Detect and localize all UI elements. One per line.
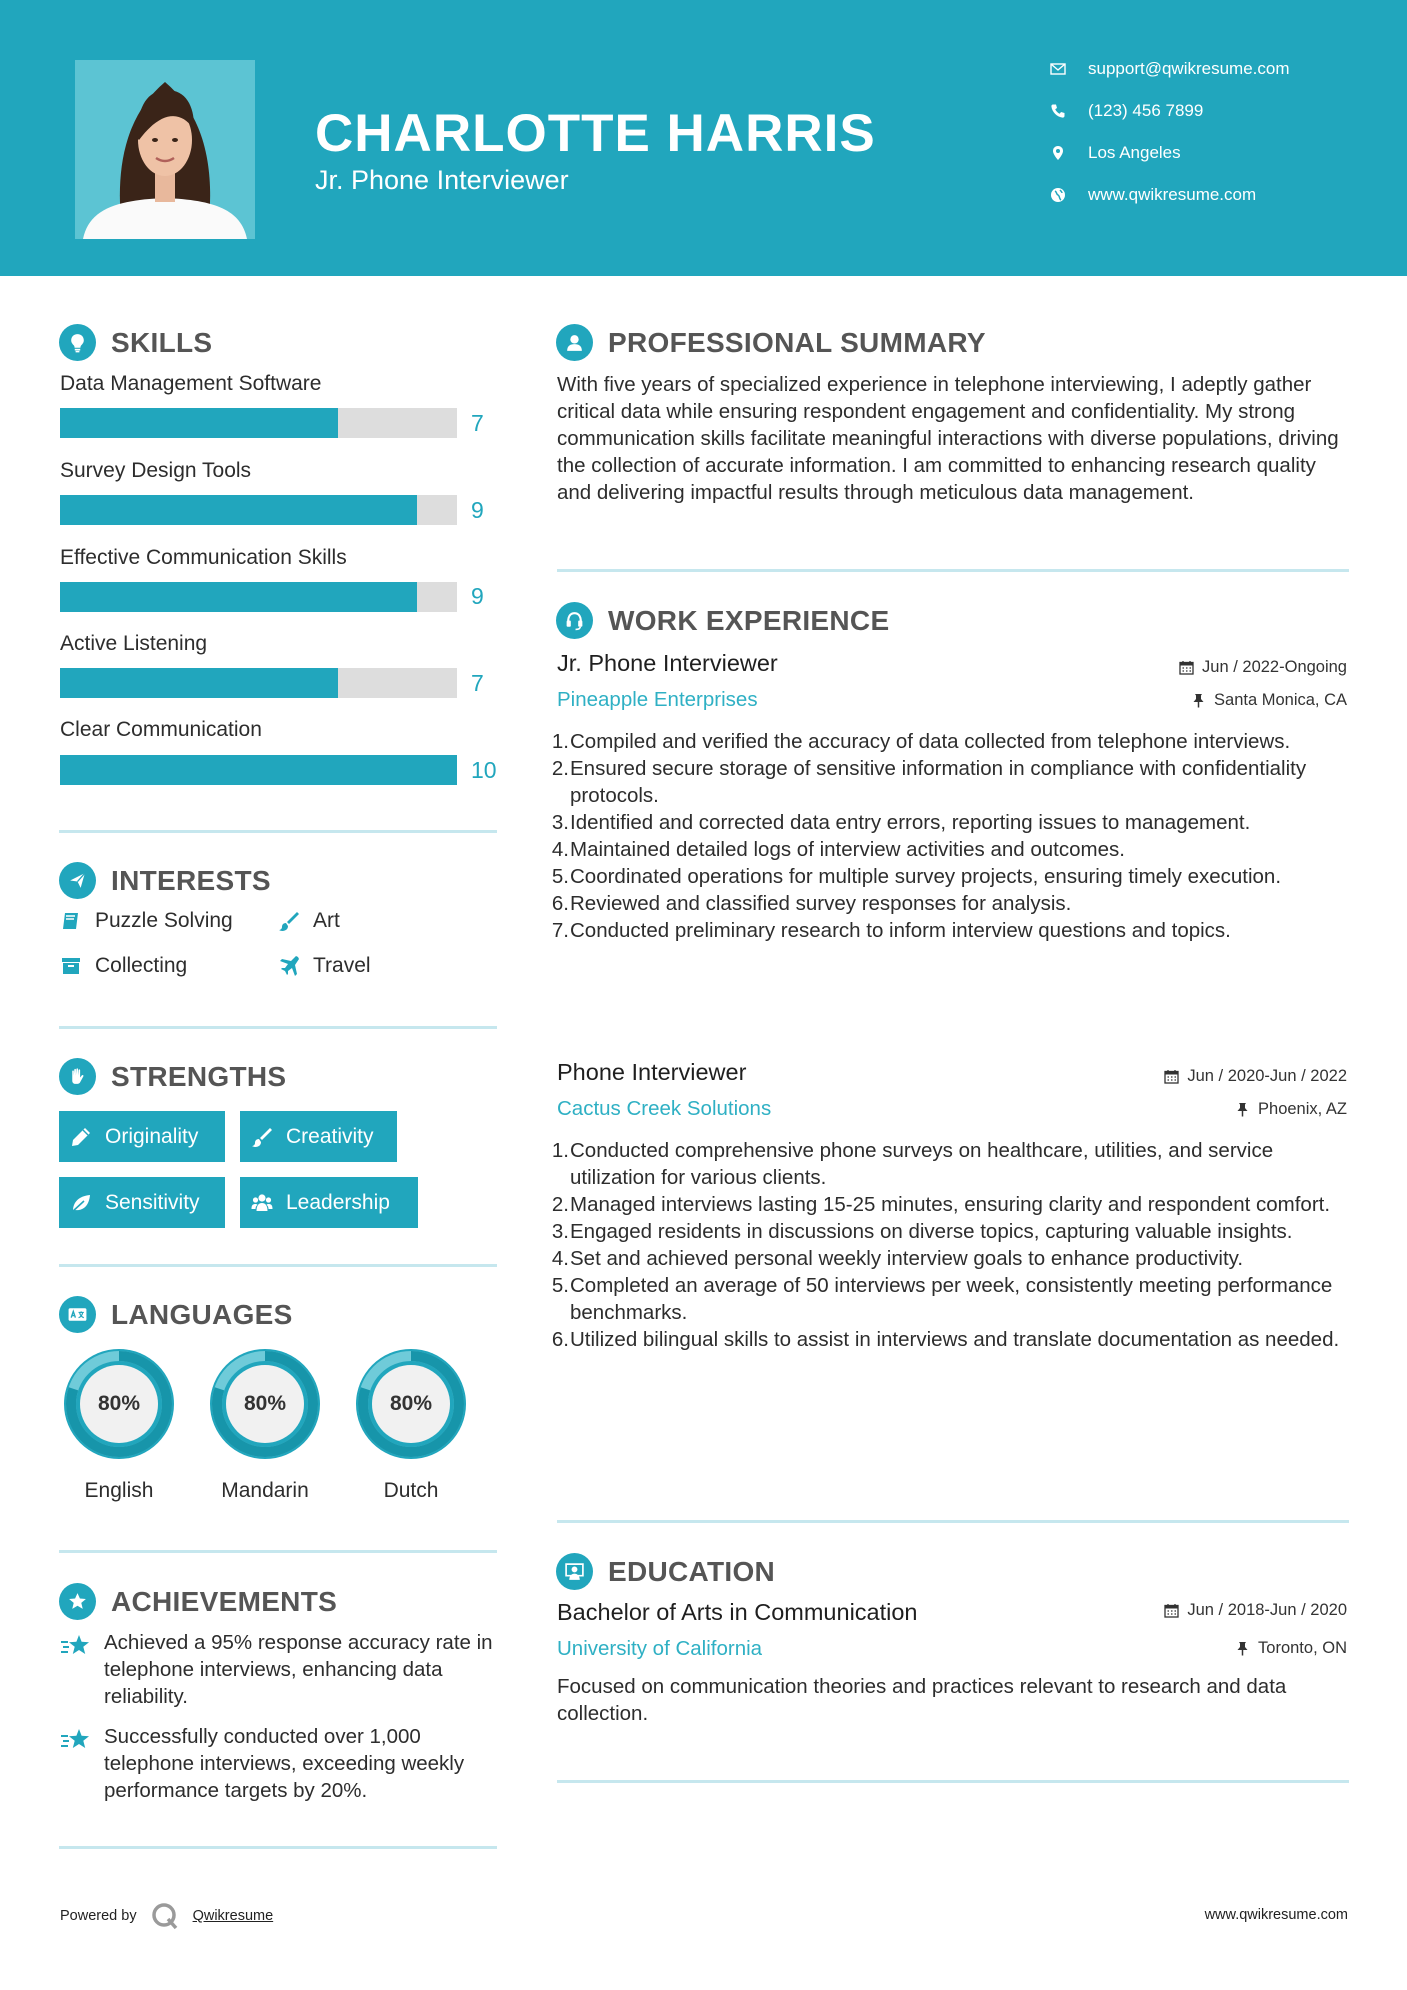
- skill-level: 7: [471, 410, 484, 436]
- company-name: Cactus Creek Solutions: [557, 1097, 772, 1120]
- contact-phone[interactable]: [1050, 96, 1390, 126]
- duty-item: 6. Reviewed and classified survey responses for analysis.: [557, 890, 1357, 917]
- skill-name: Clear Communication: [60, 718, 262, 741]
- skill-bar-fill: [60, 668, 338, 698]
- calendar-icon: [1164, 1603, 1179, 1618]
- candidate-name: CHARLOTTE HARRIS: [315, 104, 876, 163]
- section-divider: [59, 830, 497, 833]
- interest-item: [60, 954, 187, 978]
- job-duties: [551, 728, 1357, 944]
- duty-item: 5. Coordinated operations for multiple survey projects, ensuring timely execution.: [557, 863, 1357, 890]
- strengths-title: STRENGTHS: [111, 1060, 287, 1092]
- skill-bar-fill: [60, 408, 338, 438]
- languages-title: LANGUAGES: [111, 1298, 293, 1330]
- skill-level: 10: [471, 757, 497, 783]
- education-dates: [1164, 1601, 1347, 1620]
- job-dates: [1164, 1067, 1347, 1086]
- duty-text: Conducted preliminary research to inform interview questions and topics.: [570, 919, 1231, 942]
- interest-label: Travel: [313, 954, 371, 977]
- interest-label: Art: [313, 909, 340, 932]
- interest-item: [278, 909, 340, 933]
- paper-plane-icon: [59, 862, 96, 899]
- achievements-title: ACHIEVEMENTS: [111, 1585, 338, 1617]
- plane-icon: [278, 955, 300, 977]
- strength-chip: [240, 1177, 418, 1228]
- skill-bar: [60, 668, 457, 698]
- calendar-icon: [1164, 1069, 1179, 1084]
- duty-text: Maintained detailed logs of interview activities and outcomes.: [570, 838, 1125, 861]
- contact-email-text: support@qwikresume.com: [1088, 59, 1290, 78]
- education-description: Focused on communication theories and practices relevant to research and data collection.: [557, 1675, 1287, 1725]
- language-ring: [350, 1343, 472, 1465]
- duty-item: 3. Engaged residents in discussions on diverse topics, capturing valuable insights.: [557, 1218, 1357, 1245]
- contact-location-text: Los Angeles: [1088, 143, 1181, 162]
- strength-chip: [59, 1177, 225, 1228]
- section-divider: [59, 1846, 497, 1849]
- duty-item: 4. Set and achieved personal weekly interview goals to enhance productivity.: [557, 1245, 1357, 1272]
- achievements-heading: [59, 1583, 337, 1620]
- star-badge-icon: [59, 1583, 96, 1620]
- strength-chip: [240, 1111, 397, 1162]
- calendar-icon: [1179, 660, 1194, 675]
- job-location: [1191, 691, 1347, 710]
- job-title: Phone Interviewer: [557, 1059, 747, 1085]
- skill-name: Active Listening: [60, 632, 208, 655]
- section-divider: [59, 1550, 497, 1553]
- duty-text: Coordinated operations for multiple survey projects, ensuring timely execution.: [570, 865, 1282, 888]
- duty-item: 6. Utilized bilingual skills to assist in interviews and translate documentation as needed.: [557, 1326, 1357, 1353]
- language-icon: [59, 1296, 96, 1333]
- footer-website[interactable]: www.qwikresume.com: [1204, 1907, 1348, 1923]
- language-name: Dutch: [383, 1479, 439, 1502]
- archive-box-icon: [60, 955, 82, 977]
- experience-heading: [556, 602, 889, 639]
- duty-text: Completed an average of 50 interviews per week, consistently meeting performance benchmarks.: [570, 1274, 1333, 1324]
- language-name: English: [84, 1479, 154, 1502]
- language-name: Mandarin: [221, 1479, 309, 1502]
- duty-text: Ensured secure storage of sensitive information in compliance with confidentiality protocols.: [570, 757, 1307, 807]
- users-icon: [250, 1191, 274, 1215]
- language-percent: 80%: [389, 1392, 433, 1415]
- interests-heading: [59, 862, 271, 899]
- strengths-heading: [59, 1058, 286, 1095]
- skill-bar: [60, 582, 457, 612]
- user-icon: [556, 324, 593, 361]
- candidate-role: Jr. Phone Interviewer: [315, 165, 569, 195]
- pencil-icon: [69, 1125, 93, 1149]
- languages-heading: [59, 1296, 293, 1333]
- job-dates-text: Jun / 2020-Jun / 2022: [1187, 1067, 1347, 1085]
- duty-text: Conducted comprehensive phone surveys on healthcare, utilities, and service utilization for various clients.: [570, 1139, 1274, 1189]
- skill-bar-fill: [60, 495, 417, 525]
- skills-heading: [59, 324, 212, 361]
- qwikresume-link[interactable]: Qwikresume: [192, 1908, 274, 1924]
- degree-title: Bachelor of Arts in Communication: [557, 1599, 918, 1625]
- paint-brush-icon: [250, 1125, 274, 1149]
- paint-brush-icon: [278, 910, 300, 932]
- section-divider: [59, 1264, 497, 1267]
- phone-icon: [1050, 103, 1066, 119]
- duty-item: 2. Managed interviews lasting 15-25 minutes, ensuring clarity and respondent comfort.: [557, 1191, 1357, 1218]
- powered-by-text: Powered by: [60, 1908, 137, 1924]
- strength-label: Sensitivity: [105, 1190, 200, 1214]
- duty-text: Identified and corrected data entry errors, reporting issues to management.: [570, 811, 1251, 834]
- skill-name: Survey Design Tools: [60, 459, 252, 482]
- education-location-text: Toronto, ON: [1258, 1639, 1347, 1657]
- duty-text: Utilized bilingual skills to assist in interviews and translate documentation as needed.: [570, 1328, 1340, 1351]
- job-duties: [551, 1137, 1357, 1353]
- duty-text: Set and achieved personal weekly interview goals to enhance productivity.: [570, 1247, 1244, 1270]
- duty-item: 3. Identified and corrected data entry errors, reporting issues to management.: [557, 809, 1357, 836]
- duty-item: 1. Conducted comprehensive phone surveys on healthcare, utilities, and service utilization for various clients.: [557, 1137, 1357, 1191]
- star-icon: [60, 1633, 92, 1661]
- pushpin-icon: [1191, 693, 1206, 708]
- section-divider: [59, 1026, 497, 1029]
- education-dates-text: Jun / 2018-Jun / 2020: [1187, 1601, 1347, 1619]
- skill-bar-fill: [60, 582, 417, 612]
- star-icon: [60, 1727, 92, 1755]
- duty-text: Managed interviews lasting 15-25 minutes, ensuring clarity and respondent comfort.: [570, 1193, 1331, 1216]
- skill-bar: [60, 408, 457, 438]
- duty-item: 4. Maintained detailed logs of interview activities and outcomes.: [557, 836, 1357, 863]
- interest-label: Collecting: [95, 954, 188, 977]
- skill-bar-fill: [60, 755, 457, 785]
- interest-item: [278, 954, 371, 978]
- contact-email[interactable]: [1050, 54, 1390, 84]
- duty-item: 7. Conducted preliminary research to inform interview questions and topics.: [557, 917, 1357, 944]
- qwikresume-logo-icon: [151, 1902, 179, 1930]
- duty-text: Reviewed and classified survey responses for analysis.: [570, 892, 1072, 915]
- strength-label: Leadership: [286, 1190, 390, 1214]
- language-ring: [204, 1343, 326, 1465]
- company-name: Pineapple Enterprises: [557, 688, 758, 711]
- achievement-text: Successfully conducted over 1,000 telephone interviews, exceeding weekly performance targets by 20%.: [104, 1725, 465, 1802]
- duty-item: 5. Completed an average of 50 interviews per week, consistently meeting performance benchmarks.: [557, 1272, 1357, 1326]
- section-divider: [557, 1520, 1349, 1523]
- experience-title: WORK EXPERIENCE: [608, 604, 890, 636]
- resume-header: [0, 0, 1407, 276]
- contact-location: [1050, 138, 1390, 168]
- skill-bar: [60, 755, 457, 785]
- skills-title: SKILLS: [111, 326, 213, 358]
- summary-text: With five years of specialized experience in telephone interviewing, I adeptly gather critical data while ensuring respondent engagement and confidentiality. My strong communication skills facilitate meaningful interactions with diverse populations, driving the collection of accurate information. I am committed to enhancing research quality and delivering impactful results through meticulous data management.: [557, 373, 1339, 504]
- education-heading: [556, 1553, 775, 1590]
- skill-bar: [60, 495, 457, 525]
- education-title: EDUCATION: [608, 1555, 776, 1587]
- language-ring: [58, 1343, 180, 1465]
- duty-item: 1. Compiled and verified the accuracy of data collected from telephone interviews.: [557, 728, 1357, 755]
- achievement-text: Achieved a 95% response accuracy rate in telephone interviews, enhancing data reliability.: [104, 1631, 493, 1708]
- education-location: [1235, 1639, 1347, 1658]
- skill-level: 9: [471, 497, 484, 523]
- graduate-icon: [556, 1553, 593, 1590]
- interest-item: [60, 909, 233, 933]
- globe-icon: [1050, 187, 1066, 203]
- job-dates: [1179, 658, 1347, 677]
- language-percent: 80%: [97, 1392, 141, 1415]
- map-marker-icon: [1050, 145, 1066, 161]
- book-icon: [60, 910, 82, 932]
- job-location-text: Phoenix, AZ: [1258, 1100, 1347, 1118]
- summary-title: PROFESSIONAL SUMMARY: [608, 326, 986, 358]
- pushpin-icon: [1235, 1102, 1250, 1117]
- summary-heading: [556, 324, 986, 361]
- section-divider: [557, 569, 1349, 572]
- contact-website[interactable]: [1050, 180, 1390, 210]
- contact-website-text: www.qwikresume.com: [1088, 185, 1257, 204]
- skill-level: 7: [471, 670, 484, 696]
- skill-name: Data Management Software: [60, 372, 322, 395]
- strength-label: Creativity: [286, 1124, 374, 1148]
- leaf-icon: [69, 1191, 93, 1215]
- duty-text: Engaged residents in discussions on diverse topics, capturing valuable insights.: [570, 1220, 1293, 1243]
- lightbulb-icon: [59, 324, 96, 361]
- envelope-icon: [1050, 61, 1066, 77]
- job-location-text: Santa Monica, CA: [1214, 691, 1347, 709]
- school-name: University of California: [557, 1637, 763, 1660]
- contact-phone-text: (123) 456 7899: [1088, 101, 1204, 120]
- duty-item: 2. Ensured secure storage of sensitive information in compliance with confidentiality protocols.: [557, 755, 1357, 809]
- section-divider: [557, 1780, 1349, 1783]
- job-title: Jr. Phone Interviewer: [557, 650, 778, 676]
- job-dates-text: Jun / 2022-Ongoing: [1202, 658, 1347, 676]
- footer-powered-by: [60, 1902, 273, 1930]
- language-percent: 80%: [243, 1392, 287, 1415]
- headset-icon: [556, 602, 593, 639]
- hand-icon: [59, 1058, 96, 1095]
- duty-text: Compiled and verified the accuracy of data collected from telephone interviews.: [570, 730, 1291, 753]
- skill-name: Effective Communication Skills: [60, 546, 347, 569]
- interest-label: Puzzle Solving: [95, 909, 233, 932]
- profile-photo-illustration: [75, 60, 255, 239]
- strength-label: Originality: [105, 1124, 199, 1148]
- profile-photo: [75, 60, 255, 239]
- pushpin-icon: [1235, 1641, 1250, 1656]
- skill-level: 9: [471, 583, 484, 609]
- interests-title: INTERESTS: [111, 864, 271, 896]
- job-location: [1235, 1100, 1347, 1119]
- strength-chip: [59, 1111, 225, 1162]
